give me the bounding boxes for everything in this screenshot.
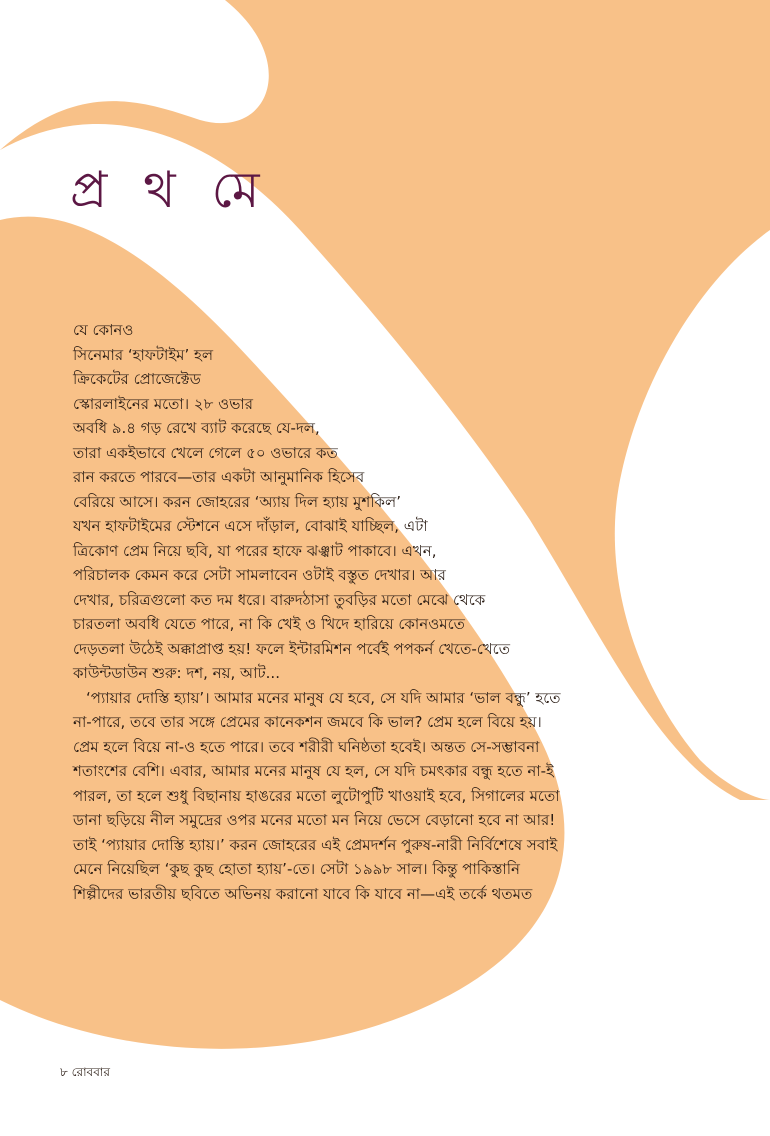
article-line: অবধি ৯.৪ গড় রেখে ব্যাট করেছে যে-দল, bbox=[73, 419, 320, 437]
article-line: ত্রিকোণ প্রেম নিয়ে ছবি, যা পরের হাফে ঝঞ্ঝাট পাকাবে। এখন, bbox=[73, 541, 437, 560]
article-line: প্রেম হলে বিয়ে না-ও হতে পারে। তবে শরীরী ঘনিষ্ঠতা হবেই। অন্তত সে-সম্ভাবনা bbox=[73, 737, 540, 756]
article-line: পারল, তা হলে শুধু বিছানায় হাঙরের মতো লুটোপুটি খাওয়াই হবে, সিগালের মতো bbox=[73, 786, 560, 805]
article-line: যে কোনও bbox=[73, 321, 134, 339]
article-line: তাই ‘প্যায়ার দোস্তি হ্যায়।’ করন জোহরের এই প্রেমদর্শন পুরুষ-নারী নির্বিশেষে সবাই bbox=[73, 835, 558, 854]
article-line: পরিচালক কেমন করে সেটা সামলাবেন ওটাই বস্তুত দেখার। আর bbox=[73, 566, 446, 584]
article-line: তারা একইভাবে খেলে গেলে ৫০ ওভারে কত bbox=[73, 443, 338, 462]
article-line: মেনে নিয়েছিল ‘কুছ কুছ হোতা হ্যায়’-তে। সেটা ১৯৯৮ সাল। কিন্তু পাকিস্তানি bbox=[73, 860, 520, 878]
article-line: ডানা ছড়িয়ে নীল সমুদ্রের ওপর মনের মতো মন নিয়ে ভেসে বেড়ানো হবে না আর! bbox=[73, 811, 556, 829]
article-line: ‘প্যায়ার দোস্তি হ্যায়’। আমার মনের মানুষ যে হবে, সে যদি আমার ‘ভাল বন্ধু’ হতে bbox=[86, 688, 561, 707]
article-line: স্কোরলাইনের মতো। ২৮ ওভার bbox=[73, 394, 253, 413]
page-footer: ৮ রোববার bbox=[60, 1065, 110, 1079]
article-line: চারতলা অবধি যেতে পারে, না কি খেই ও খিদে হারিয়ে কোনওমতে bbox=[73, 615, 465, 633]
article-line: না-পারে, তবে তার সঙ্গে প্রেমের কানেকশন জমবে কি ভাল? প্রেম হলে বিয়ে হয়। bbox=[73, 713, 542, 731]
page-title: প্র থ মে bbox=[70, 161, 270, 219]
article-line: রান করতে পারবে—তার একটা আনুমানিক হিসেব bbox=[73, 468, 365, 486]
article-line: বেরিয়ে আসে। করন জোহরের ‘অ্যায় দিল হ্যায় মুশকিল’ bbox=[73, 492, 401, 511]
article-line: দেড়তলা উঠেই অক্কাপ্রাপ্ত হয়! ফলে ইন্টারমিশন পর্বেই পপকর্ন খেতে-খেতে bbox=[73, 639, 510, 658]
article-line: দেখার, চরিত্রগুলো কত দম ধরে। বারুদঠাসা তুবড়ির মতো মেঝে থেকে bbox=[73, 590, 486, 609]
article-line: ক্রিকেটের প্রোজেক্টেড bbox=[73, 370, 201, 388]
article-line: কাউন্টডাউন শুরু: দশ, নয়, আট... bbox=[73, 664, 280, 682]
article-line: যখন হাফটাইমের স্টেশনে এসে দাঁড়াল, বোঝাই যাচ্ছিল, এটা bbox=[73, 517, 428, 535]
article-line: শতাংশের বেশি। এবার, আমার মনের মানুষ যে হল, সে যদি চমৎকার বন্ধু হতে না-ই bbox=[73, 762, 554, 780]
article-line: শিল্পীদের ভারতীয় ছবিতে অভিনয় করানো যাবে কি যাবে না—এই তর্কে থতমত bbox=[73, 884, 533, 903]
article-line: সিনেমার ‘হাফটাইম’ হল bbox=[73, 345, 214, 364]
